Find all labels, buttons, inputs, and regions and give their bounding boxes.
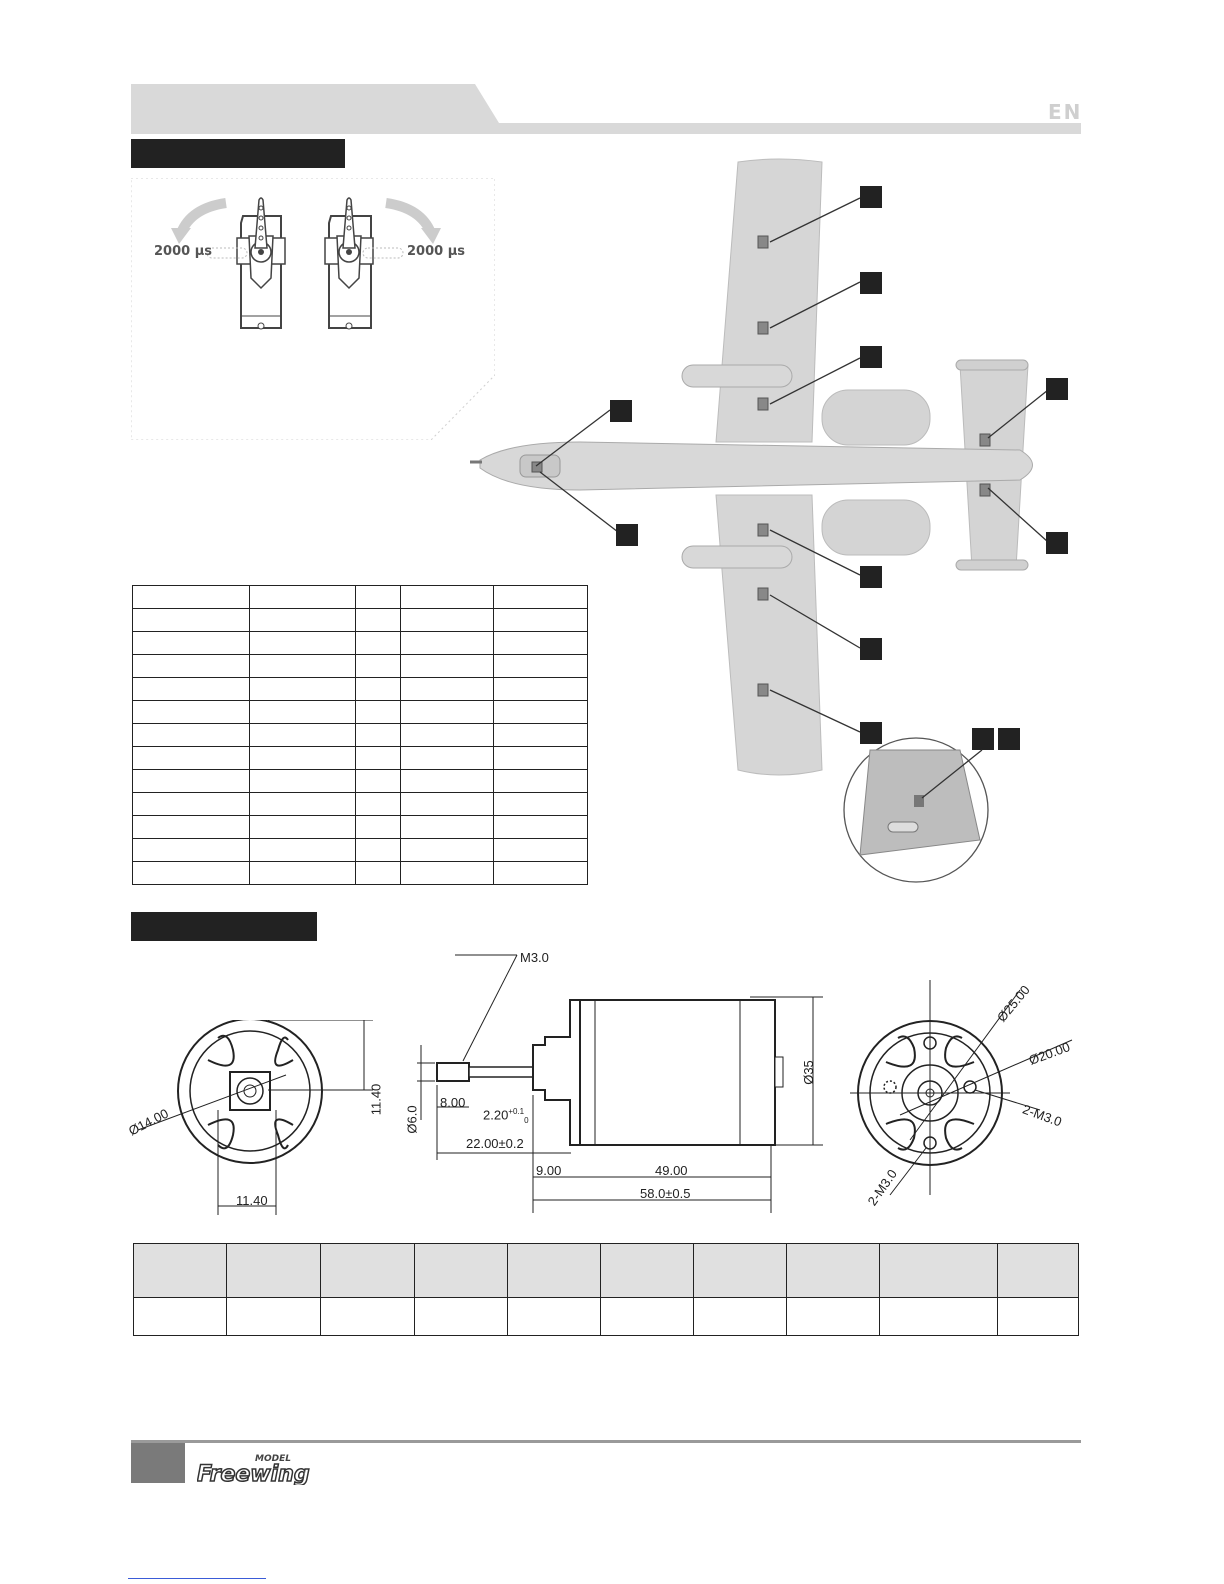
motor-body-diameter: Ø35 (800, 1060, 816, 1085)
motor-rear-outer-diameter: Ø25.00 (993, 982, 1033, 1025)
table-row (133, 770, 588, 793)
servo-section-heading (131, 139, 345, 168)
motor-shaft-step (483, 1107, 529, 1125)
servo-left-pulse-label: 2000 μs (154, 244, 213, 259)
motor-rear-hole-right: 2-M3.0 (1020, 1101, 1064, 1130)
language-label: EN (1048, 100, 1083, 124)
servo-right-pulse-label: 2000 μs (407, 244, 466, 259)
header-bar (131, 84, 1081, 134)
motor-shaft-step-value: 2.20 (483, 1107, 509, 1123)
brand-logo (197, 1451, 317, 1490)
table-row (133, 701, 588, 724)
table-row (133, 839, 588, 862)
table-row (133, 862, 588, 885)
table-header-row (134, 1244, 1079, 1298)
motor-section-heading (131, 912, 317, 941)
brand-logo-text: Freewing (197, 1462, 310, 1485)
motor-side-view (405, 945, 825, 1215)
table-row (134, 1298, 1079, 1336)
table-row (133, 609, 588, 632)
motor-rear-inner-diameter: Ø20.00 (1026, 1039, 1072, 1068)
servo-direction-diagram (131, 178, 495, 440)
servo-spec-table (132, 585, 588, 885)
motor-thread-label: M3.0 (520, 950, 549, 965)
page-number-box (131, 1443, 185, 1483)
motor-shaft-length: 8.00 (440, 1095, 466, 1110)
servo-left (171, 198, 285, 329)
motor-spec-table (133, 1243, 1079, 1336)
motor-front-height: 11.40 (368, 1083, 384, 1116)
motor-shaft-step-tol-upper: +0.1 (508, 1107, 525, 1116)
table-row (133, 586, 588, 609)
table-row (133, 678, 588, 701)
motor-body-length: 49.00 (655, 1163, 688, 1178)
footer-link-underline[interactable] (128, 1578, 266, 1579)
table-row (133, 724, 588, 747)
table-row (133, 632, 588, 655)
motor-shaft-total: 22.00±0.2 (466, 1136, 524, 1151)
table-row (133, 793, 588, 816)
servo-right (325, 198, 441, 329)
motor-shaft-diameter: Ø6.0 (404, 1105, 420, 1134)
motor-front-width: 11.40 (236, 1193, 268, 1208)
footer-divider (131, 1440, 1081, 1443)
brand-logo-sub: MODEL (255, 1454, 291, 1464)
motor-front-shaft-diameter: Ø14.00 (126, 1105, 171, 1139)
motor-rear-hole-bottom: 2-M3.0 (864, 1166, 900, 1209)
motor-overall-length: 58.0±0.5 (640, 1186, 691, 1201)
table-row (133, 816, 588, 839)
table-row (133, 655, 588, 678)
motor-mount-depth: 9.00 (536, 1163, 562, 1178)
motor-shaft-step-tol-lower: 0 (524, 1115, 529, 1125)
table-row (133, 747, 588, 770)
